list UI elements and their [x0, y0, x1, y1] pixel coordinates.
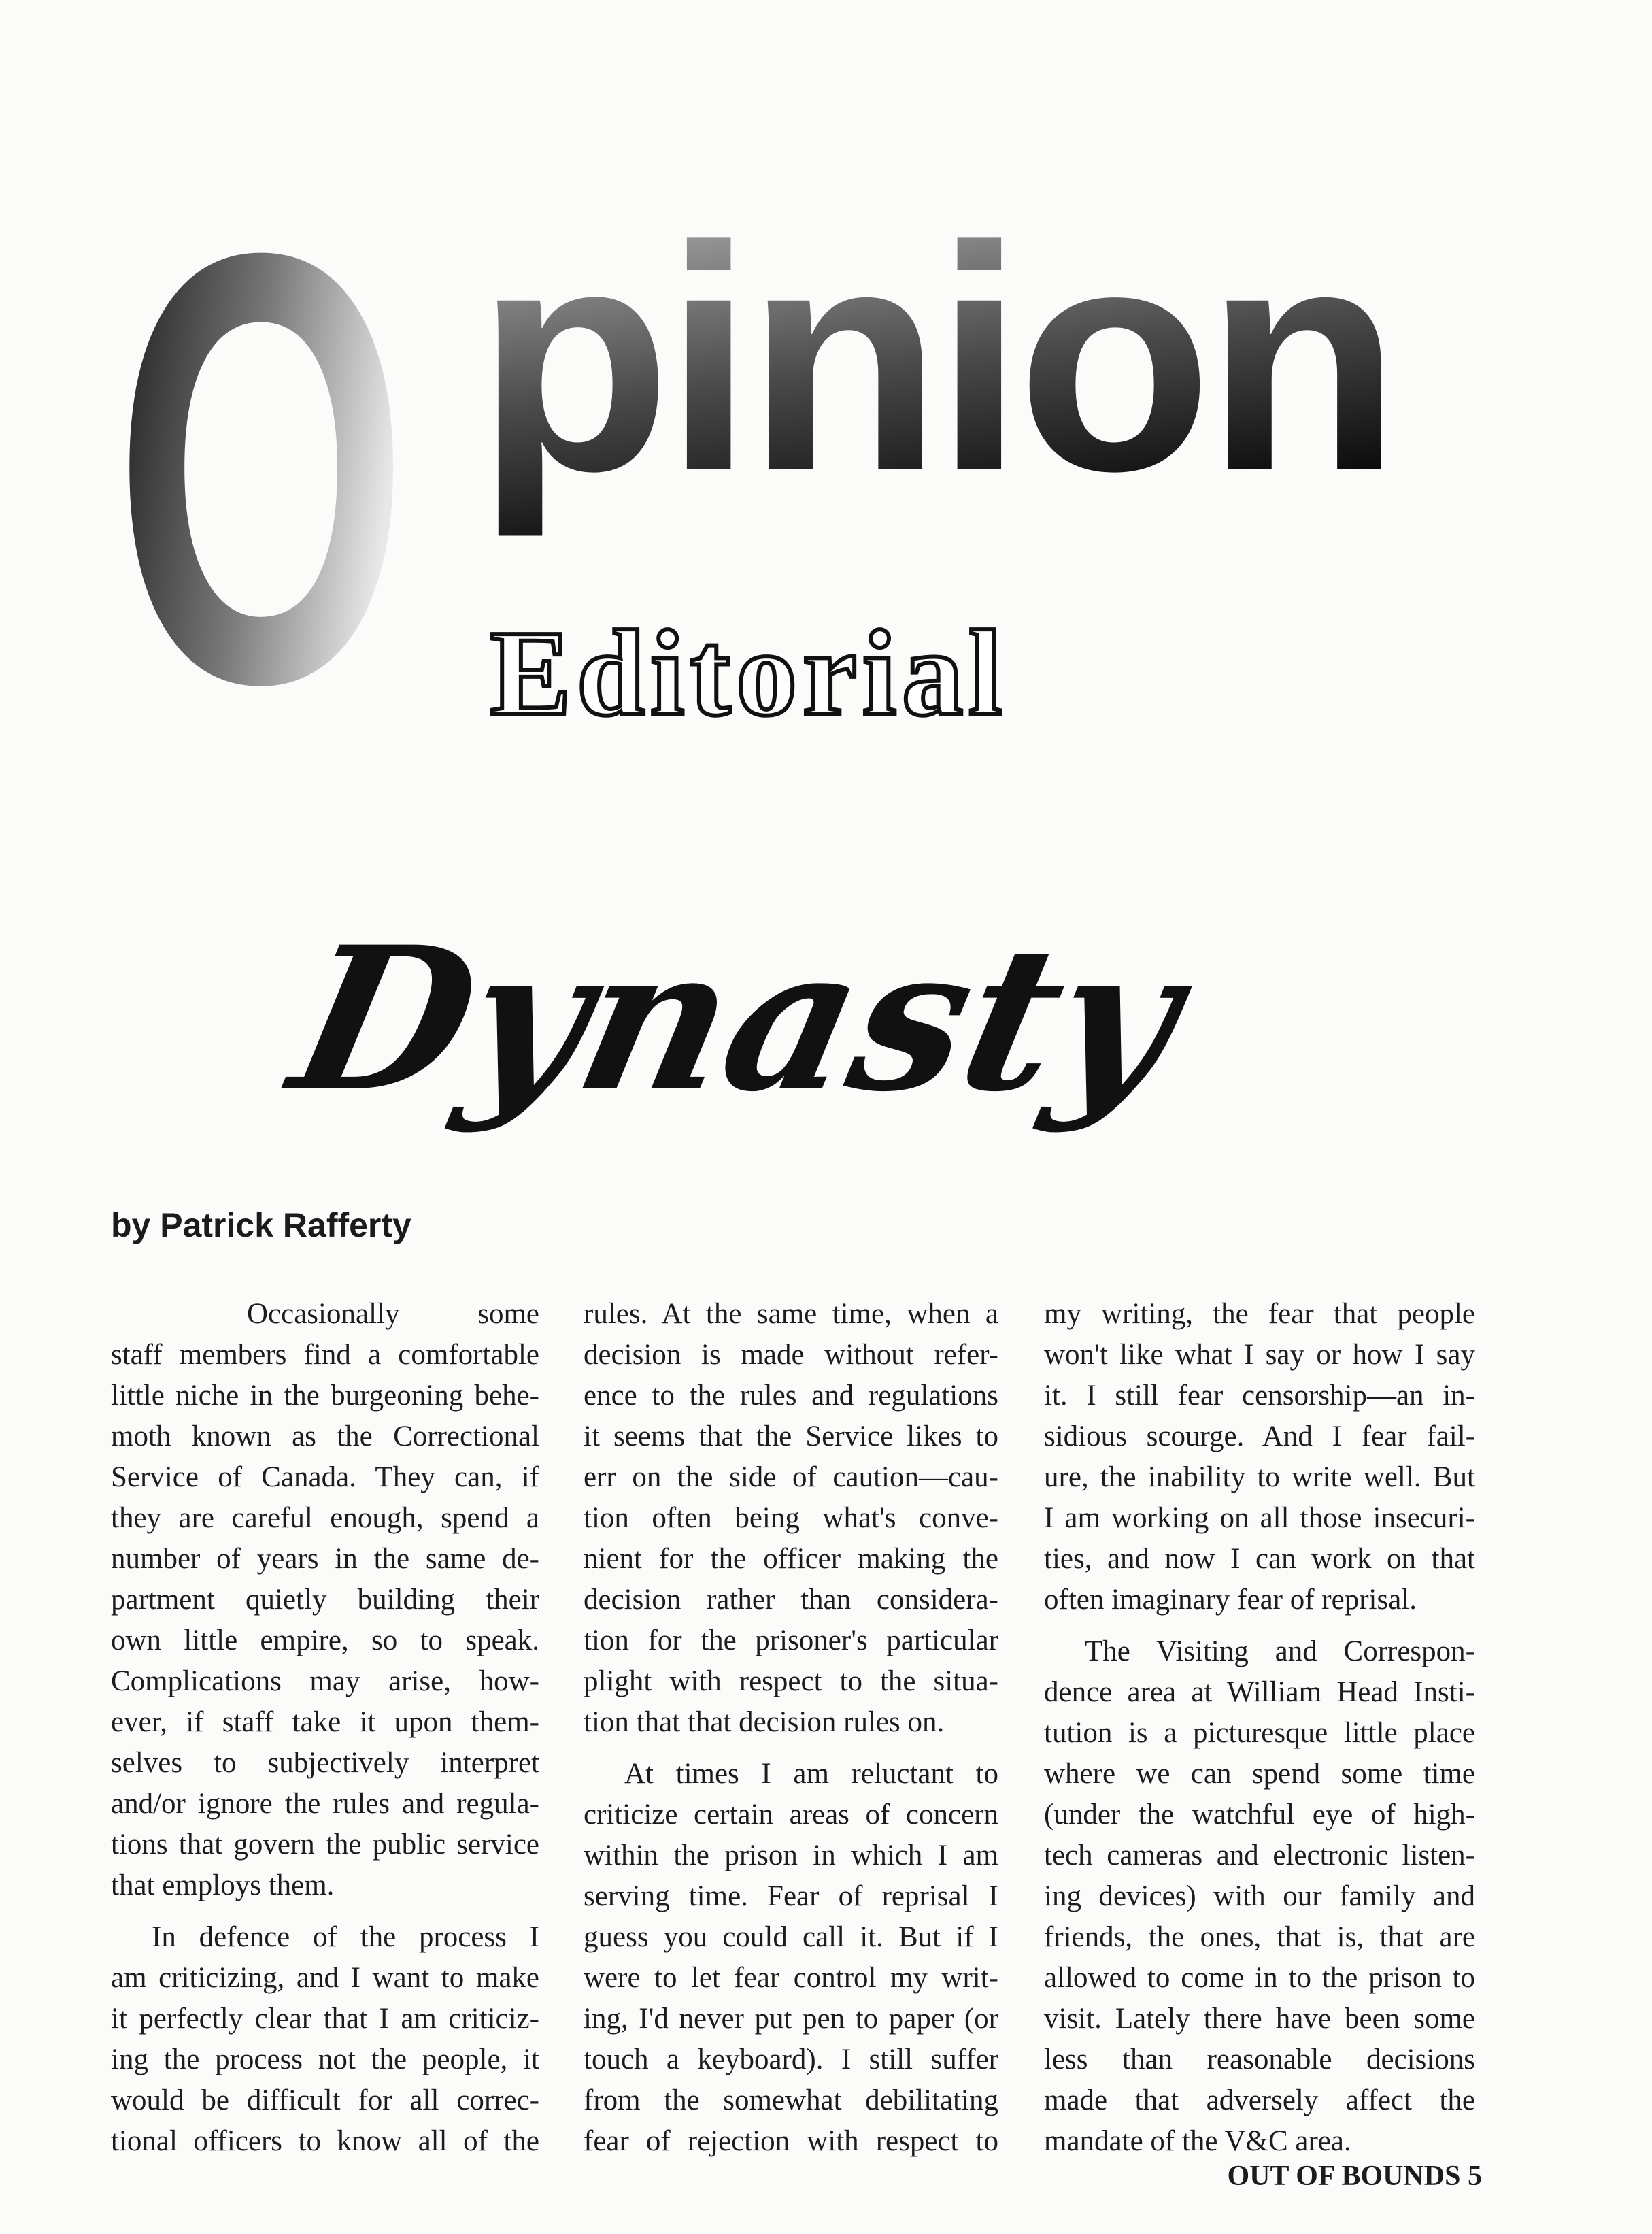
text-line: friends, the ones, that is, that are — [1044, 1921, 1475, 1953]
text-line: guess you could call it. But if I — [584, 1921, 998, 1953]
article-column-2 — [584, 1294, 998, 2173]
text-line: from the somewhat debilitating — [584, 2084, 998, 2116]
text-line: ing, I'd never put pen to paper (or — [584, 2003, 998, 2035]
text-line: number of years in the same de- — [111, 1543, 539, 1575]
page-number: 5 — [1468, 2161, 1482, 2192]
text-line: that employs them. — [111, 1869, 335, 1901]
text-line: tion for the prisoner's particular — [584, 1624, 998, 1656]
opinion-title-o: O — [114, 126, 409, 811]
text-line: less than reasonable decisions — [1044, 2044, 1475, 2075]
text-line: fear of rejection with respect to — [584, 2125, 998, 2157]
text-line: rules. At the same time, when a — [584, 1298, 998, 1330]
text-line: touch a keyboard). I still suffer — [584, 2044, 998, 2075]
article-column-1 — [111, 1294, 539, 2173]
text-line: ence to the rules and regulations — [584, 1380, 998, 1412]
opinion-title-rest: pinion — [476, 180, 1394, 537]
text-line: where we can spend some time — [1044, 1758, 1475, 1790]
text-line: ing devices) with our family and — [1044, 1880, 1475, 1912]
text-line: decision rather than considera- — [584, 1584, 998, 1616]
text-line: it. I still fear censorship—an in- — [1044, 1380, 1475, 1412]
text-line: within the prison in which I am — [584, 1839, 998, 1871]
text-line: mandate of the V&C area. — [1044, 2125, 1351, 2157]
text-line: In defence of the process I — [152, 1921, 539, 1953]
text-line: (under the watchful eye of high- — [1044, 1799, 1475, 1831]
text-line: partment quietly building their — [111, 1584, 539, 1616]
text-line: Occasionally some — [247, 1298, 539, 1330]
text-line: At times I am reluctant to — [624, 1758, 998, 1790]
text-line: won't like what I say or how I say — [1044, 1339, 1475, 1371]
text-line: nient for the officer making the — [584, 1543, 998, 1575]
text-line: tions that govern the public service — [111, 1829, 539, 1861]
text-line: ing the process not the people, it — [111, 2044, 539, 2075]
page-footer — [1227, 2160, 1482, 2193]
paragraph — [584, 1754, 998, 2162]
text-line: plight with respect to the situa- — [584, 1665, 998, 1697]
text-line: would be difficult for all correc- — [111, 2084, 539, 2116]
text-line: tech cameras and electronic listen- — [1044, 1839, 1475, 1871]
paragraph — [584, 1294, 998, 1743]
text-line: ure, the inability to write well. But — [1044, 1461, 1475, 1493]
text-line: tion often being what's conve- — [584, 1502, 998, 1534]
editorial-overlay: Editorial — [490, 605, 1009, 741]
text-line: Service of Canada. They can, if — [111, 1461, 539, 1493]
text-line: am criticizing, and I want to make — [111, 1962, 539, 1994]
text-line: err on the side of caution—cau- — [584, 1461, 998, 1493]
text-line: made that adversely affect the — [1044, 2084, 1475, 2116]
headline-dynasty: Dynasty — [275, 904, 1198, 1136]
text-line: often imaginary fear of reprisal. — [1044, 1584, 1417, 1616]
text-line: and/or ignore the rules and regula- — [111, 1788, 539, 1820]
text-line: decision is made without refer- — [584, 1339, 998, 1371]
text-line: little niche in the burgeoning behe- — [111, 1380, 539, 1412]
text-line: dence area at William Head Insti- — [1044, 1676, 1475, 1708]
text-line: were to let fear control my writ- — [584, 1962, 998, 1994]
text-line: allowed to come in to the prison to — [1044, 1962, 1475, 1994]
text-line: moth known as the Correctional — [111, 1420, 539, 1452]
paragraph — [1044, 1631, 1475, 2162]
text-line: criticize certain areas of concern — [584, 1799, 998, 1831]
text-line: selves to subjectively interpret — [111, 1747, 539, 1779]
text-line: my writing, the fear that people — [1044, 1298, 1475, 1330]
paragraph — [111, 1917, 539, 2162]
text-line: I am working on all those insecuri- — [1044, 1502, 1475, 1534]
article-column-3 — [1044, 1294, 1475, 2173]
text-line: they are careful enough, spend a — [111, 1502, 539, 1534]
text-line: tion that that decision rules on. — [584, 1706, 945, 1738]
byline: by Patrick Rafferty — [111, 1206, 411, 1244]
text-line: staff members find a comfortable — [111, 1339, 539, 1371]
text-line: tution is a picturesque little place — [1044, 1717, 1475, 1749]
text-line: it seems that the Service likes to — [584, 1420, 998, 1452]
text-line: own little empire, so to speak. — [111, 1624, 539, 1656]
text-line: Complications may arise, how- — [111, 1665, 539, 1697]
publication-name: OUT OF BOUNDS — [1227, 2161, 1461, 2192]
text-line: The Visiting and Correspon- — [1085, 1635, 1475, 1667]
text-line: serving time. Fear of reprisal I — [584, 1880, 998, 1912]
text-line: tional officers to know all of the — [111, 2125, 539, 2157]
text-line: sidious scourge. And I fear fail- — [1044, 1420, 1475, 1452]
paragraph — [111, 1294, 539, 1906]
text-line: visit. Lately there have been some — [1044, 2003, 1475, 2035]
text-line: it perfectly clear that I am criticiz- — [111, 2003, 539, 2035]
text-line: ever, if staff take it upon them- — [111, 1706, 539, 1738]
text-line: ties, and now I can work on that — [1044, 1543, 1475, 1575]
paragraph — [1044, 1294, 1475, 1620]
